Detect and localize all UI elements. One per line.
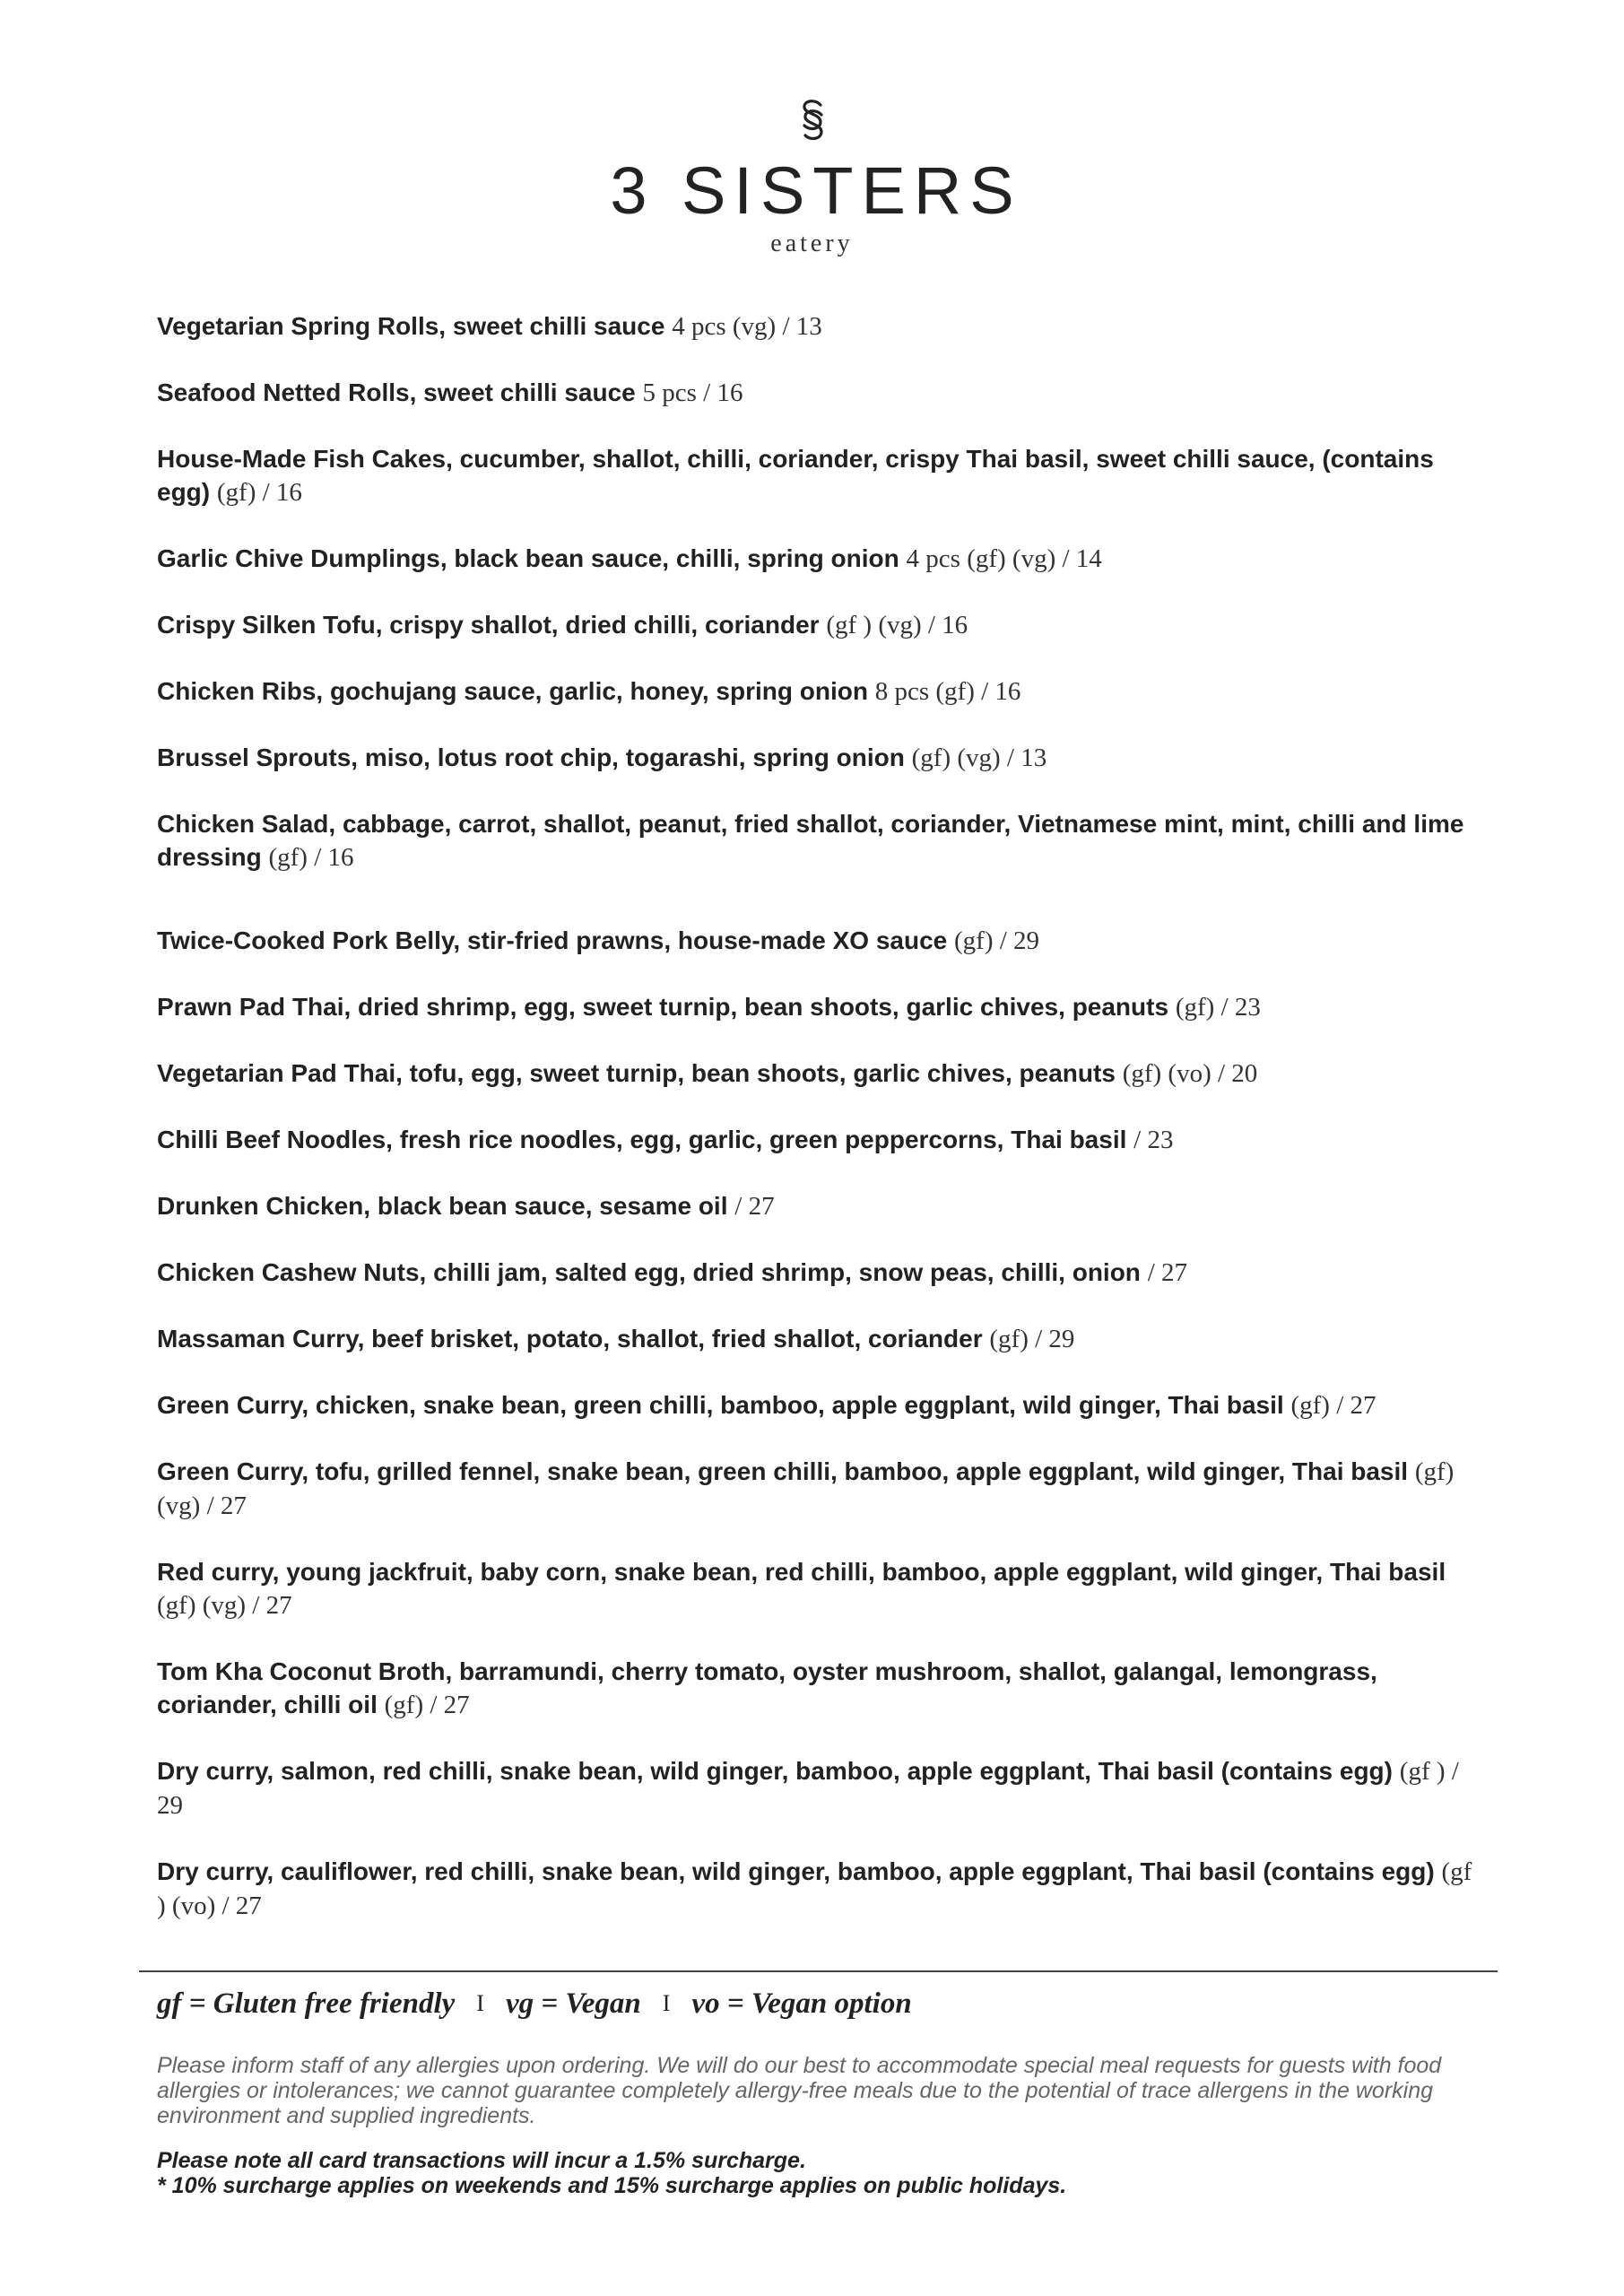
surcharge-notice xyxy=(157,2148,1466,2198)
menu-item-name: Vegetarian Pad Thai, tofu, egg, sweet turnip, bean shoots, garlic chives, peanuts xyxy=(157,1059,1116,1087)
menu-item-price: (gf) (vo) / 20 xyxy=(1122,1059,1258,1088)
menu-item xyxy=(157,1655,1484,1722)
menu-item-name: Chicken Ribs, gochujang sauce, garlic, honey, spring onion xyxy=(157,677,868,705)
menu-item-price: / 27 xyxy=(734,1192,775,1221)
menu-item-price: / 23 xyxy=(1133,1126,1174,1154)
divider xyxy=(139,1970,1498,1972)
menu-item-price: 4 pcs (vg) / 13 xyxy=(672,312,822,341)
menu-item-name: Massaman Curry, beef brisket, potato, shallot, fried shallot, coriander xyxy=(157,1325,983,1352)
logo xyxy=(0,97,1624,258)
menu-item-price: (gf ) (vg) / 16 xyxy=(826,611,968,639)
menu-item xyxy=(157,442,1484,509)
legend-gf: gf = Gluten free friendly xyxy=(157,1987,456,2020)
menu-item xyxy=(157,990,1484,1024)
menu-item xyxy=(157,1057,1484,1091)
menu-item-price: (gf ) (vo) / 27 xyxy=(157,1857,1472,1920)
menu-item-price: (gf) / 23 xyxy=(1175,993,1261,1022)
menu-item xyxy=(157,1455,1484,1523)
menu-list xyxy=(157,309,1484,1955)
brand-subtitle: eatery xyxy=(770,230,854,257)
menu-item-name: Brussel Sprouts, miso, lotus root chip, togarashi, spring onion xyxy=(157,744,905,771)
menu-item xyxy=(157,741,1484,775)
menu-item-name: House-Made Fish Cakes, cucumber, shallot, chilli, coriander, crispy Thai basil, sweet chilli sauce, (contains egg) xyxy=(157,445,1434,506)
legend-separator: I xyxy=(662,1990,671,2016)
menu-item-price: 8 pcs (gf) / 16 xyxy=(874,677,1021,706)
menu-item xyxy=(157,542,1484,576)
menu-item xyxy=(157,1322,1484,1356)
menu-item xyxy=(157,674,1484,709)
menu-item-price: (gf) / 27 xyxy=(1290,1391,1376,1420)
allergy-notice: Please inform staff of any allergies upon ordering. We will do our best to accommodate special meal requests for guests with food allergies or intolerances; we cannot guarantee completely allergy-free meals due to the potential of trace allergens in the working environment and supplied ingredients. xyxy=(157,2053,1442,2128)
weekend-surcharge-line: * 10% surcharge applies on weekends and 15% surcharge applies on public holidays. xyxy=(157,2173,1067,2198)
menu-item-name: Chicken Salad, cabbage, carrot, shallot, peanut, fried shallot, coriander, Vietnamese mint, mint, chilli and lime dressing xyxy=(157,810,1464,871)
dietary-legend xyxy=(157,1987,912,2021)
menu-item-price: (gf) (vg) / 27 xyxy=(157,1591,292,1620)
menu-item-name: Green Curry, chicken, snake bean, green chilli, bamboo, apple eggplant, wild ginger, Thai basil xyxy=(157,1391,1284,1419)
legend-vo: vo = Vegan option xyxy=(691,1987,912,2020)
menu-item-price: (gf) (vg) / 27 xyxy=(157,1457,1455,1520)
menu-item-name: Crispy Silken Tofu, crispy shallot, dried chilli, coriander xyxy=(157,611,820,639)
menu-item-name: Twice-Cooked Pork Belly, stir-fried prawns, house-made XO sauce xyxy=(157,926,948,954)
menu-item-name: Seafood Netted Rolls, sweet chilli sauce xyxy=(157,378,636,406)
menu-item-name: Prawn Pad Thai, dried shrimp, egg, sweet turnip, bean shoots, garlic chives, peanuts xyxy=(157,993,1169,1021)
menu-item-price: (gf) / 29 xyxy=(954,926,1040,955)
menu-item-price: (gf) / 16 xyxy=(216,478,302,507)
menu-item-name: Chicken Cashew Nuts, chilli jam, salted egg, dried shrimp, snow peas, chilli, onion xyxy=(157,1258,1141,1286)
menu-item xyxy=(157,1256,1484,1290)
menu-item xyxy=(157,376,1484,410)
menu-item xyxy=(157,1189,1484,1223)
menu-item xyxy=(157,1123,1484,1157)
menu-item-name: Garlic Chive Dumplings, black bean sauce, chilli, spring onion xyxy=(157,544,899,572)
menu-section xyxy=(157,924,1484,1923)
menu-item-name: Red curry, young jackfruit, baby corn, snake bean, red chilli, bamboo, apple eggplant, wild ginger, Thai basil xyxy=(157,1558,1446,1586)
menu-item-price: (gf) / 29 xyxy=(989,1325,1075,1353)
menu-item xyxy=(157,1555,1484,1622)
card-surcharge-line: Please note all card transactions will incur a 1.5% surcharge. xyxy=(157,2148,806,2173)
sisters-logo-icon xyxy=(795,97,830,144)
menu-item-name: Dry curry, cauliflower, red chilli, snake bean, wild ginger, bamboo, apple eggplant, Thai basil (contains egg) xyxy=(157,1857,1435,1885)
menu-item-name: Tom Kha Coconut Broth, barramundi, cherry tomato, oyster mushroom, shallot, galangal, lemongrass, coriander, chilli oil xyxy=(157,1657,1377,1718)
menu-item xyxy=(157,807,1484,874)
legend-separator: I xyxy=(476,1990,484,2016)
menu-item xyxy=(157,1388,1484,1422)
menu-item-name: Drunken Chicken, black bean sauce, sesame oil xyxy=(157,1192,728,1220)
menu-item-name: Green Curry, tofu, grilled fennel, snake bean, green chilli, bamboo, apple eggplant, wild ginger, Thai basil xyxy=(157,1457,1409,1485)
menu-item-price: (gf) / 16 xyxy=(268,843,354,872)
menu-item-price: (gf) / 27 xyxy=(384,1691,470,1719)
menu-item-price: / 27 xyxy=(1147,1258,1188,1287)
menu-item xyxy=(157,309,1484,344)
brand-name: 3 SISTERS xyxy=(610,153,1022,228)
menu-section xyxy=(157,309,1484,874)
legend-vg: vg = Vegan xyxy=(505,1987,641,2020)
menu-item xyxy=(157,1855,1484,1923)
menu-item xyxy=(157,608,1484,642)
menu-item xyxy=(157,924,1484,958)
menu-item-price: 4 pcs (gf) (vg) / 14 xyxy=(906,544,1102,573)
menu-item-name: Dry curry, salmon, red chilli, snake bean, wild ginger, bamboo, apple eggplant, Thai basil (contains egg) xyxy=(157,1757,1393,1785)
menu-item-price: (gf ) / 29 xyxy=(157,1757,1459,1820)
menu-item xyxy=(157,1754,1484,1822)
menu-item-name: Vegetarian Spring Rolls, sweet chilli sauce xyxy=(157,312,665,340)
menu-item-price: (gf) (vg) / 13 xyxy=(911,744,1047,772)
menu-item-name: Chilli Beef Noodles, fresh rice noodles, egg, garlic, green peppercorns, Thai basil xyxy=(157,1126,1127,1153)
menu-item-price: 5 pcs / 16 xyxy=(642,378,743,407)
